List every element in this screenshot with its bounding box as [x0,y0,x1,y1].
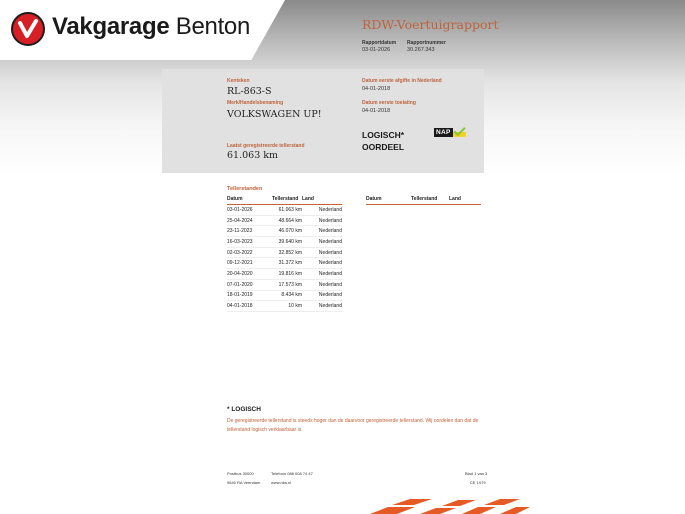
v-check-icon [17,18,39,40]
model-value: VOLKSWAGEN UP! [227,109,322,120]
row-km: 17.573 km [272,279,302,290]
row-country: Nederland [302,290,342,301]
row-date: 25-04-2024 [227,215,272,226]
checkmark-icon [453,127,466,138]
footnote-text: De geregistreerde tellerstand is steeds hoger dan de daarvoor geregistreerde tellerstand. Wij oordelen dan dat de tellerstand logisch verklaarbaar is. [227,418,479,433]
col-country-header: Land [302,195,342,205]
col-date-header: Datum [227,195,272,205]
table-header-row [366,195,481,205]
table-row [227,301,342,312]
col-km-header: Tellerstand [272,195,302,205]
verdict [362,129,404,153]
table-row [227,237,342,248]
col-km-header: Tellerstand [411,195,449,205]
report-number-value: 30.267.343 [407,47,435,53]
table-row [227,247,342,258]
row-country: Nederland [302,301,342,312]
first-admission-value: 04-01-2018 [362,108,391,114]
row-date: 07-01-2020 [227,279,272,290]
col-date-header: Datum [366,195,411,205]
report-date-value: 03-01-2026 [362,47,391,53]
row-km: 8.434 km [272,290,302,301]
row-date: 09-12-2021 [227,258,272,269]
brand-name: Vakgarage Benton [52,13,251,40]
col-country-header: Land [449,195,481,205]
row-date: 20-04-2020 [227,269,272,280]
row-date: 02-03-2022 [227,247,272,258]
row-km: 31.372 km [272,258,302,269]
first-admission-nl-label: Datum eerste afgifte in Nederland [362,78,442,84]
footer-website: www.rdw.nl [271,480,292,485]
verdict-line1: LOGISCH* [362,130,405,140]
last-odometer-value: 61.063 km [227,150,279,161]
row-date: 16-03-2023 [227,237,272,248]
row-km: 46.070 km [272,226,302,237]
row-km: 61.063 km [272,205,302,216]
row-country: Nederland [302,258,342,269]
row-km: 10 km [272,301,302,312]
row-km: 19.816 km [272,269,302,280]
row-km: 39.640 km [272,237,302,248]
plate-label: Kenteken [227,78,250,84]
odometer-table-left [227,195,342,312]
row-date: 18-01-2019 [227,290,272,301]
last-odometer-label: Laatst geregistreerde tellerstand [227,143,305,149]
table-header-row [227,195,342,205]
model-label: Merk/Handelsbenaming [227,100,284,106]
odometer-table-right [366,195,481,205]
odometer-section-title: Tellerstanden [227,186,263,192]
table-row [227,205,342,216]
table-row [227,226,342,237]
plate-value: RL-863-S [227,86,272,97]
table-row [227,258,342,269]
row-date: 03-01-2026 [227,205,272,216]
first-admission-label: Datum eerste toelating [362,100,416,106]
table-row [227,279,342,290]
address-line2: 9640 RA Veendam [227,480,261,485]
row-country: Nederland [302,247,342,258]
footer-page: Blad 1 van 3 [465,471,488,476]
footer-phone: Telefoon 088 008 74 47 [271,471,313,476]
row-country: Nederland [302,205,342,216]
nap-badge [434,127,466,138]
table-row [227,269,342,280]
table-row [227,290,342,301]
row-country: Nederland [302,226,342,237]
row-km: 32.852 km [272,247,302,258]
row-km: 48.664 km [272,215,302,226]
row-date: 04-01-2018 [227,301,272,312]
brand-logo [11,12,45,46]
nap-label: NAP [436,129,451,136]
vehicle-summary-panel [162,69,484,173]
footnote-title: * LOGISCH [227,406,261,413]
report-date-label: Rapportdatum [362,40,397,46]
verdict-line2: OORDEEL [362,142,405,152]
row-country: Nederland [302,215,342,226]
table-row [227,215,342,226]
rdw-stripes-logo [370,497,530,514]
first-admission-nl-value: 04-01-2018 [362,86,391,92]
report-title: RDW-Voertuigrapport [362,17,499,32]
address-line1: Postbus 30000 [227,471,254,476]
footer-code: CE 1979 [470,480,486,485]
row-country: Nederland [302,237,342,248]
row-date: 23-11-2023 [227,226,272,237]
report-number-label: Rapportnummer [407,40,446,46]
row-country: Nederland [302,279,342,290]
row-country: Nederland [302,269,342,280]
